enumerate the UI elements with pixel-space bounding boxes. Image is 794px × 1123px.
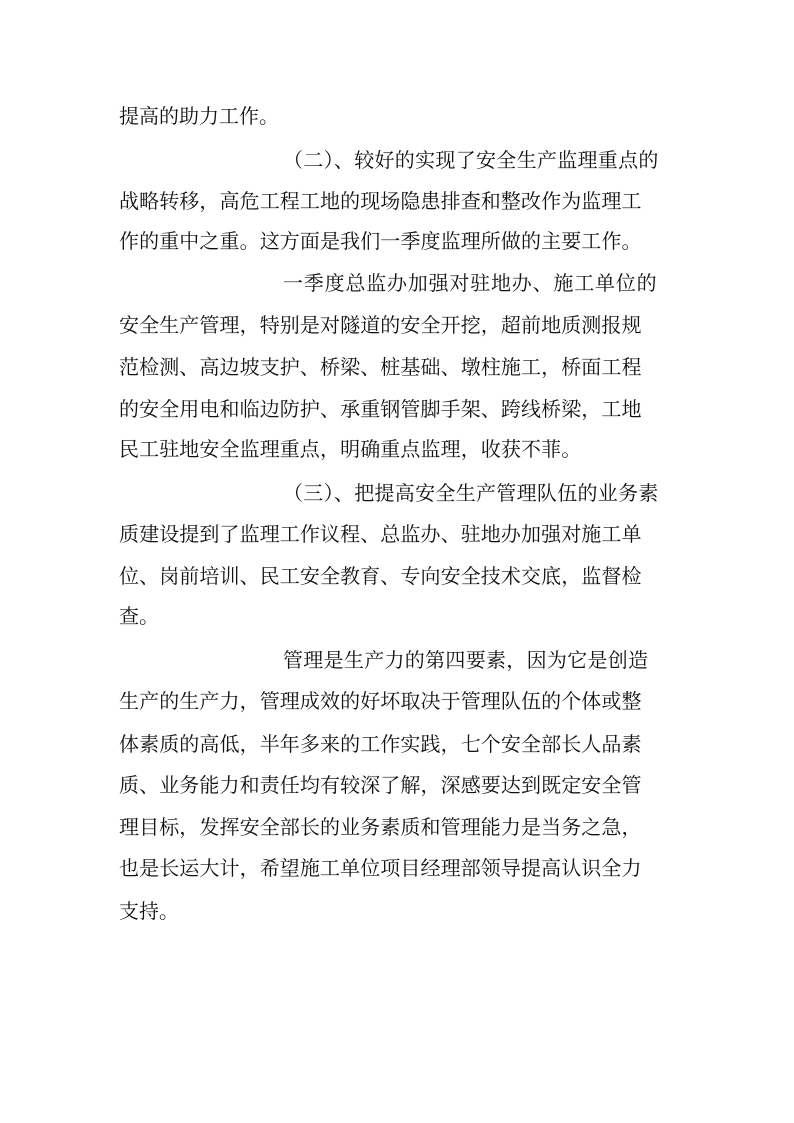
text-line: 理目标，发挥安全部长的业务素质和管理能力是当务之急， (119, 815, 642, 839)
text-line: 质、业务能力和责任均有较深了解，深感要达到既定安全管 (119, 773, 642, 797)
text-line: 一季度总监办加强对驻地办、施工单位的 (283, 271, 658, 295)
text-line: 战略转移，高危工程工地的现场隐患排查和整改作为监理工 (119, 189, 642, 213)
text-line: 也是长运大计，希望施工单位项目经理部领导提高认识全力 (119, 856, 642, 880)
text-line: 的安全用电和临边防护、承重钢管脚手架、跨线桥梁，工地 (119, 397, 642, 421)
text-line: 质建设提到了监理工作议程、总监办、驻地办加强对施工单 (119, 522, 642, 546)
text-line: 查。 (119, 604, 159, 628)
text-line: 民工驻地安全监理重点，明确重点监理，收获不菲。 (119, 437, 582, 461)
text-line: （三）、把提高安全生产管理队伍的业务素 (283, 481, 659, 505)
text-line: 位、岗前培训、民工安全教育、专向安全技术交底，监督检 (119, 564, 642, 588)
text-line: 安全生产管理，特别是对隧道的安全开挖，超前地质测报规 (119, 313, 642, 337)
text-line: 管理是生产力的第四要素，因为它是创造 (283, 648, 649, 672)
text-line: 体素质的高低，半年多来的工作实践，七个安全部长人品素 (119, 732, 642, 756)
text-line: 生产的生产力，管理成效的好坏取决于管理队伍的个体或整 (119, 689, 642, 713)
text-line: （二）、较好的实现了安全生产监理重点的 (283, 148, 659, 172)
text-line: 支持。 (119, 899, 179, 923)
text-line: 范检测、高边坡支护、桥梁、桩基础、墩柱施工，桥面工程 (119, 355, 642, 379)
text-line: 作的重中之重。这方面是我们一季度监理所做的主要工作。 (119, 229, 642, 253)
text-line: 提高的助力工作。 (119, 104, 279, 128)
